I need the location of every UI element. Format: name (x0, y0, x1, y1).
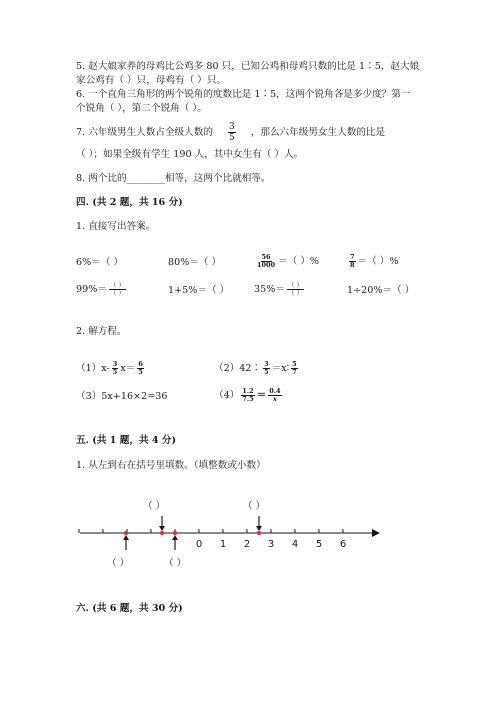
arrow-up-icon (123, 535, 129, 550)
calc-r1-c-den: 1000 (257, 261, 276, 269)
calc-r2-c-num: （ ） (287, 281, 303, 289)
number-line-tick-label: 4 (291, 539, 299, 550)
number-line-tick-label: 3 (267, 539, 275, 550)
calc-r2-a-frac (109, 282, 126, 297)
point-marker-2 (160, 531, 164, 535)
blank-top-2[interactable]: （ ） (243, 501, 266, 512)
eq1-f2-num: 6 (138, 360, 143, 368)
eq1-f2-den: 5 (138, 368, 143, 376)
calc-r2-c-den: （ ） (287, 289, 303, 297)
point-marker-3 (173, 531, 177, 535)
eq4-f2-den: x (272, 395, 277, 403)
q7-line2: （ ）；如果全级有学生 190 人，其中女生有（ ）人。 (76, 149, 304, 160)
eq1-pre: （1）x- (76, 363, 110, 374)
eq4-frac-2 (268, 388, 281, 403)
section4-p2-title: 2. 解方程。 (76, 326, 127, 337)
q7-suffix: ，那么六年级男女生人数的比是 (250, 127, 386, 138)
blank-bottom-2[interactable]: （ ） (164, 558, 187, 569)
calc-r1-a: 6%＝（ ） (76, 257, 124, 268)
q7-frac-num: 3 (228, 122, 235, 132)
number-line-tick-label: 2 (243, 539, 251, 550)
calc-r2-c (254, 280, 306, 300)
calc-r2-c-pre: 35%＝ (254, 284, 285, 295)
point-marker-4 (257, 531, 261, 535)
number-line-tick-labels (196, 539, 346, 550)
eq4-frac-1 (241, 388, 254, 403)
eq4-f1-num: 1.2 (242, 387, 254, 395)
eq4-mid: ＝ (256, 390, 267, 401)
equation-4 (214, 384, 284, 408)
eq4-f1-den: 7.5 (242, 395, 254, 403)
calc-r1-c (254, 252, 319, 272)
eq2-frac-2 (291, 361, 298, 376)
calc-r1-b: 80%＝（ ） (168, 257, 222, 268)
calc-r1-c-frac (256, 254, 276, 269)
blank-bottom-1[interactable]: （ ） (107, 558, 130, 569)
equation-3: （3）5x+16×2=36 (76, 391, 168, 402)
calc-r2-d: 1÷20%＝（ ） (347, 285, 415, 296)
calc-r2-a-den: （ ） (109, 289, 125, 297)
calc-r1-c-num: 56 (261, 253, 271, 261)
equation-2 (214, 358, 300, 380)
calc-r1-d (347, 252, 398, 272)
q7-line1 (76, 122, 385, 144)
eq2-f1-num: 3 (264, 360, 269, 368)
eq1-f1-den: 5 (112, 368, 118, 376)
q6-line2: 个锐角（ ），第二个锐角（ ）。 (76, 103, 207, 114)
eq2-f1-den: 5 (264, 368, 269, 376)
point-marker-1 (124, 531, 128, 535)
calc-r2-c-frac (287, 282, 304, 297)
q8-text: 8. 两个比的________相等，这两个比就相等。 (76, 173, 271, 184)
section4-p1-title: 1. 直接写出答案。 (76, 221, 156, 232)
eq1-frac-2 (137, 361, 144, 376)
eq2-pre: （2）42∶ (214, 363, 262, 374)
section5-p1-title: 1. 从左到右在括号里填数。（填整数或小数） (76, 460, 266, 471)
eq1-f1-num: 3 (112, 360, 118, 368)
number-line-tick-label: 6 (339, 539, 347, 550)
eq2-f2-num: 5 (292, 360, 297, 368)
q6-line1: 6. 一个直角三角形的两个锐角的度数比是 1∶5，这两个锐角各是多少度？第一 (76, 89, 411, 100)
calc-r1-d-num: 7 (350, 253, 355, 261)
calc-r2-a-num: （ ） (109, 281, 125, 289)
eq1-mid: x＝ (120, 363, 136, 374)
number-line-tick-label: 5 (315, 539, 323, 550)
arrow-down-icon (256, 516, 262, 531)
q7-prefix: 7. 六年级男生人数占全级人数的 (76, 127, 213, 138)
q7-frac-den: 5 (228, 133, 235, 143)
calc-r2-b: 1+5%＝（ ） (168, 285, 230, 296)
q5-line1: 5. 赵大娘家养的母鸡比公鸡多 80 只，已知公鸡和母鸡只数的比是 1∶5，赵大娘 (76, 61, 420, 72)
eq2-f2-den: 7 (292, 368, 297, 376)
section6-title: 六. (共 6 题，共 30 分) (76, 603, 183, 614)
eq4-pre: （4） (214, 390, 240, 401)
number-line-arrow (372, 529, 380, 537)
eq4-f2-num: 0.4 (269, 387, 281, 395)
calc-r2-a-pre: 99%＝ (76, 284, 107, 295)
blank-top-1[interactable]: （ ） (143, 501, 166, 512)
section5-title: 五. (共 1 题，共 4 分) (76, 435, 177, 446)
arrow-up-icon (172, 535, 178, 550)
q5-line2: 家公鸡有（ ）只，母鸡有（ ）只。 (76, 75, 227, 86)
eq2-frac-1 (263, 361, 270, 376)
calc-r2-a (76, 280, 128, 300)
section4-title: 四. (共 2 题，共 16 分) (76, 197, 183, 208)
calc-r1-d-den: 8 (350, 261, 355, 269)
number-line-tick-label: 1 (219, 539, 227, 550)
equation-1 (76, 358, 146, 380)
calc-r1-d-rest: ＝（ ）% (357, 256, 399, 267)
calc-r1-c-rest: ＝（ ）% (278, 256, 320, 267)
eq1-frac-1 (112, 361, 119, 376)
arrow-down-icon (159, 516, 165, 531)
number-line-tick-label: 0 (195, 539, 203, 550)
number-line-ticks (79, 529, 343, 533)
eq2-mid: ＝x∶ (271, 363, 290, 374)
calc-r1-d-frac (349, 254, 356, 269)
q7-fraction (228, 122, 236, 143)
